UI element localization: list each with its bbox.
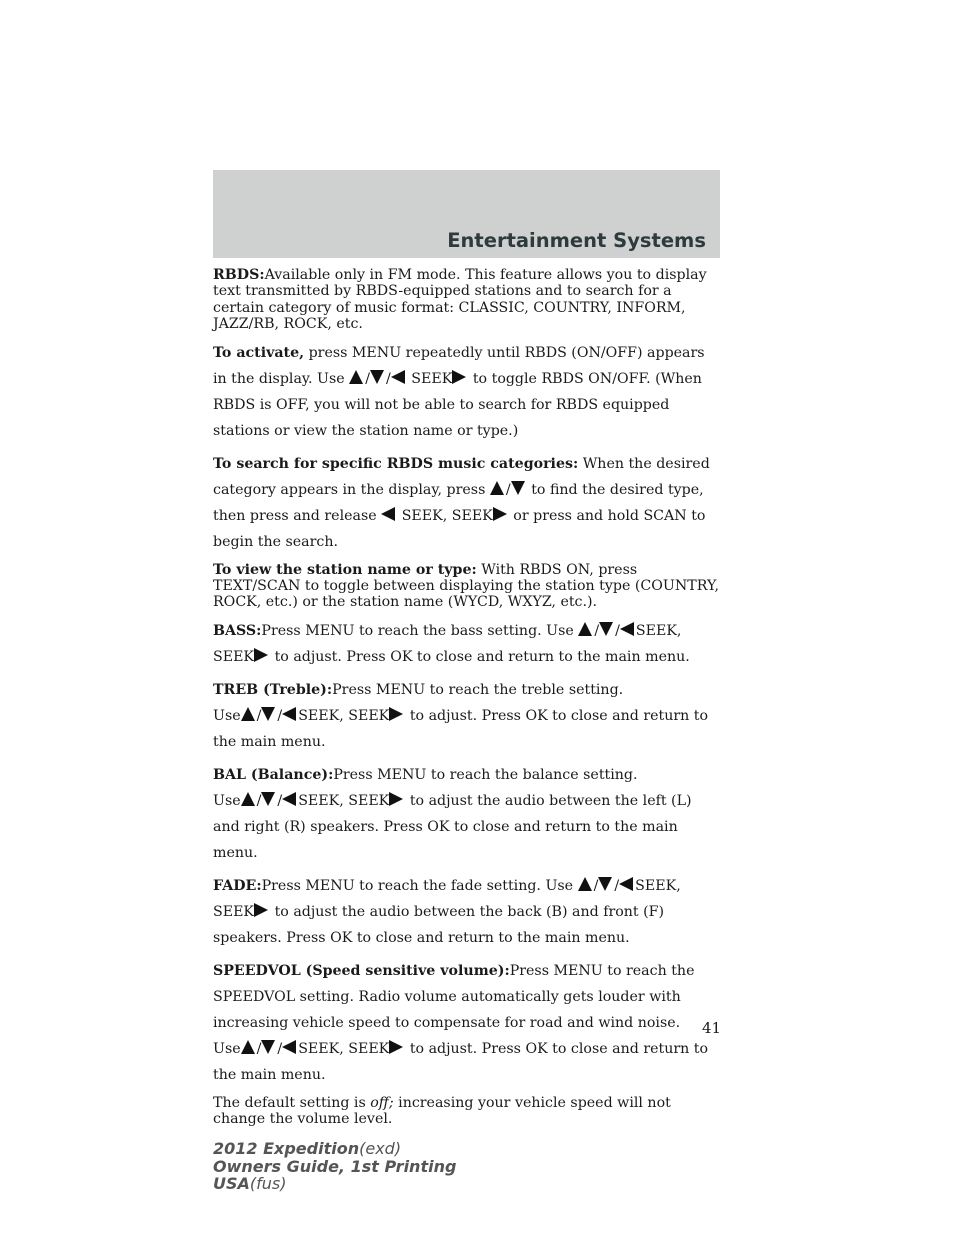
term-label: RBDS: [213, 267, 265, 283]
right-arrow-icon [254, 648, 268, 662]
paragraph-fade: FADE:Press MENU to reach the fade setting. Use / / SEEK, SEEK to adjust the audio between the back (B) and front (F) speakers. Press OK to close and return to the main menu. [213, 877, 681, 946]
term-label: To view the station name or type: [213, 561, 477, 578]
term-label: FADE: [213, 877, 262, 894]
left-arrow-icon [282, 792, 296, 806]
term-label: TREB (Treble): [213, 681, 333, 698]
left-arrow-icon [381, 507, 395, 521]
up-arrow-icon [490, 481, 504, 495]
down-arrow-icon [370, 370, 384, 384]
up-arrow-icon [349, 370, 363, 384]
paragraph-search: To search for specific RBDS music categories: When the desired category appears in the display, press / to find the desired type, then press and release SEEK, SEEK or press and hold SCAN to begin the search. [213, 455, 710, 550]
page-content [213, 267, 720, 1135]
print-footer: 2012 Expedition(exd) Owners Guide, 1st Printing USA(fus) [213, 1139, 457, 1193]
section-title: Entertainment Systems [447, 229, 706, 252]
right-arrow-icon [254, 903, 268, 917]
left-arrow-icon [620, 622, 634, 636]
paragraph-balance: BAL (Balance):Press MENU to reach the balance setting. Use / / SEEK, SEEK to adjust the audio between the left (L) and right (R) speakers. Press OK to close and return to the main menu. [213, 766, 692, 861]
up-arrow-icon [578, 622, 592, 636]
right-arrow-icon [389, 792, 403, 806]
right-arrow-icon [493, 507, 507, 521]
down-arrow-icon [598, 877, 612, 891]
term-label: To activate, [213, 344, 305, 361]
term-label: BASS: [213, 622, 262, 639]
right-arrow-icon [389, 707, 403, 721]
left-arrow-icon [619, 877, 633, 891]
down-arrow-icon [261, 792, 275, 806]
down-arrow-icon [599, 622, 613, 636]
down-arrow-icon [511, 481, 525, 495]
up-arrow-icon [241, 707, 255, 721]
paragraph-treble: TREB (Treble):Press MENU to reach the treble setting. Use / / SEEK, SEEK to adjust. Press OK to close and return to the main menu. [213, 681, 709, 750]
down-arrow-icon [261, 707, 275, 721]
section-header-band [213, 170, 720, 258]
term-label: SPEEDVOL (Speed sensitive volume): [213, 962, 510, 979]
paragraph-default: The default setting is off; increasing your vehicle speed will not change the volume level. [213, 1094, 671, 1128]
up-arrow-icon [241, 1040, 255, 1054]
right-arrow-icon [389, 1040, 403, 1054]
right-arrow-icon [452, 370, 466, 384]
term-label: BAL (Balance): [213, 766, 334, 783]
paragraph-rbds: RBDS:Available only in FM mode. This feature allows you to display text transmitted by RBDS-equipped stations and to search for a certain category of music format: CLASSIC, COUNTRY, INFORM, JAZZ/RB, ROCK, etc. [213, 267, 707, 333]
up-arrow-icon [241, 792, 255, 806]
up-arrow-icon [578, 877, 592, 891]
page-number: 41 [702, 1019, 722, 1037]
paragraph-bass: BASS:Press MENU to reach the bass setting. Use / / SEEK, SEEK to adjust. Press OK to close and return to the main menu. [213, 622, 690, 665]
left-arrow-icon [282, 1040, 296, 1054]
left-arrow-icon [282, 707, 296, 721]
paragraph-activate: To activate, press MENU repeatedly until RBDS (ON/OFF) appears in the display. Use / / SEEK to toggle RBDS ON/OFF. (When RBDS is OFF, you will not be able to search for RBDS equipped stations or view the station name or type.) [213, 344, 705, 439]
term-label: To search for specific RBDS music categories: [213, 455, 579, 472]
left-arrow-icon [391, 370, 405, 384]
paragraph-speedvol: SPEEDVOL (Speed sensitive volume):Press MENU to reach the SPEEDVOL setting. Radio volume automatically gets louder with increasing vehicle speed to compensate for road and wind noise. Use / / SEEK, SEEK to adjust. Press OK to close and return to the main menu. [213, 962, 709, 1083]
down-arrow-icon [261, 1040, 275, 1054]
paragraph-view: To view the station name or type: With RBDS ON, press TEXT/SCAN to toggle between displaying the station type (COUNTRY, ROCK, etc.) or the station name (WYCD, WXYZ, etc.). [213, 561, 719, 611]
